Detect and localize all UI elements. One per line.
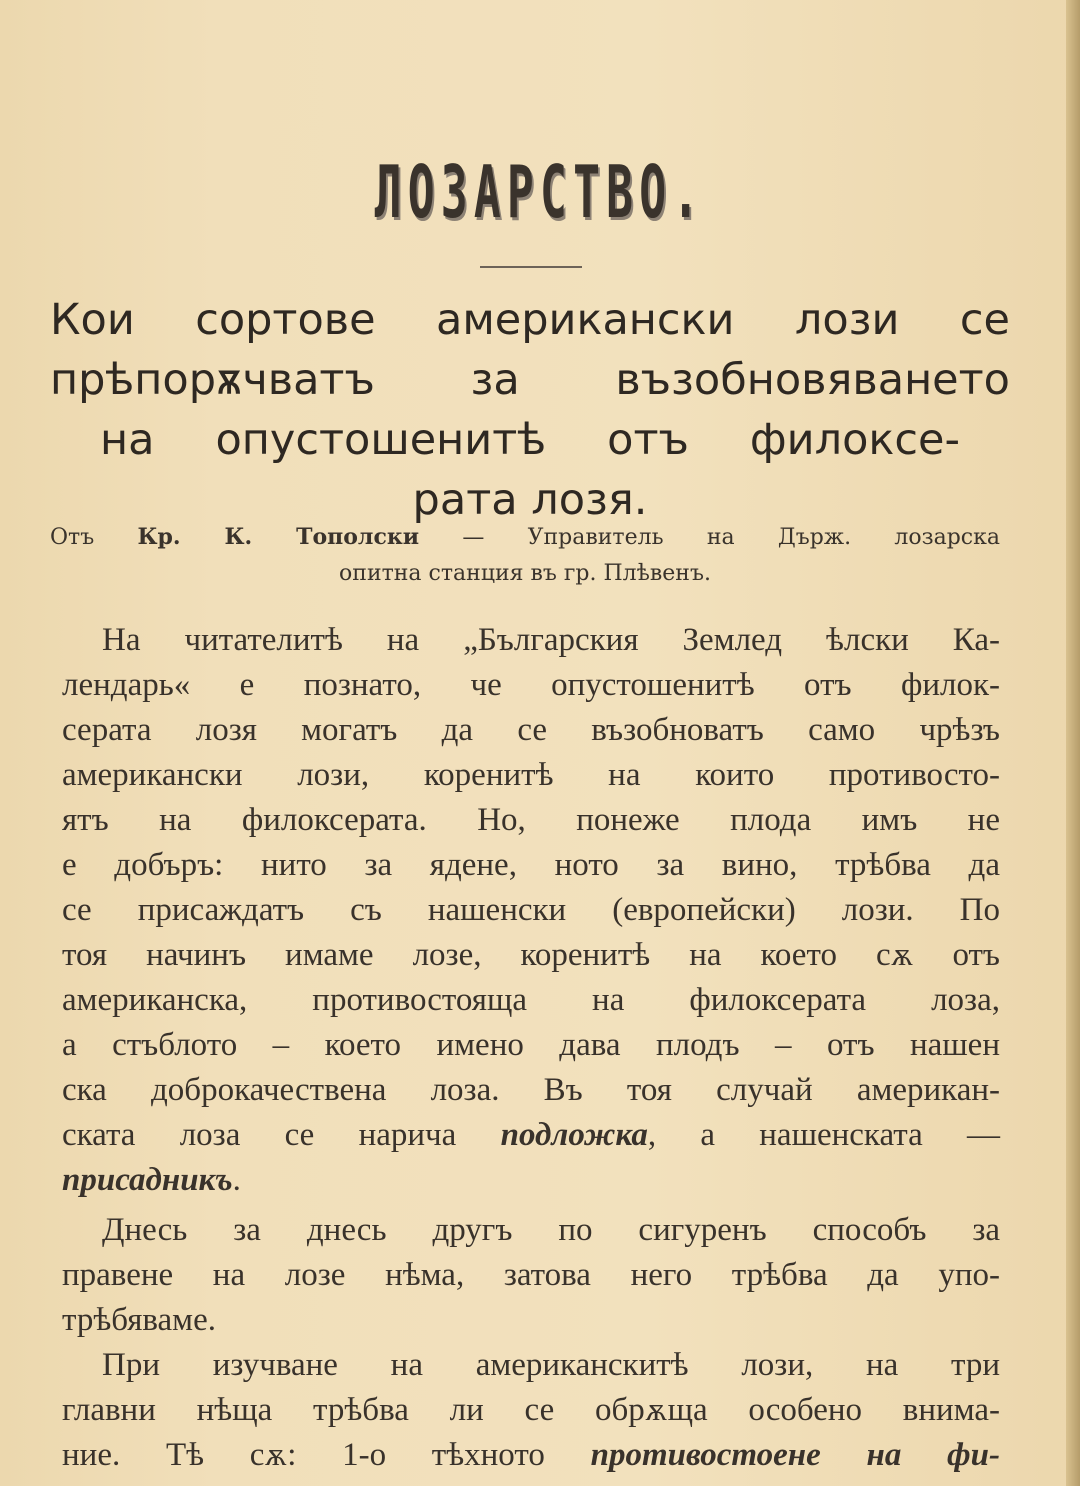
term-podlozhka: подложка <box>500 1117 648 1153</box>
author-position: — Управитель на Държ. лозарска <box>462 525 1000 550</box>
title-divider <box>480 266 582 268</box>
text-line: е добъръ: нито за ядене, ното за вино, трѣбва да <box>62 847 1000 883</box>
text-line <box>62 1158 1000 1203</box>
text-segment: ската лоза се нарича <box>62 1117 457 1153</box>
text-line: При изучване на американскитѣ лози, на три <box>102 1347 1000 1383</box>
text-line: трѣбяваме. <box>62 1302 216 1338</box>
section-title: ЛОЗАРСТВО. <box>374 150 706 234</box>
heading-line: рата лозя. <box>412 475 648 525</box>
author-byline <box>50 519 1000 592</box>
byline-line <box>50 519 1000 556</box>
text-line <box>62 1433 1000 1478</box>
text-segment: . <box>232 1162 241 1198</box>
text-line: Днесь за днесь другъ по сигуренъ способъ за <box>102 1212 1000 1248</box>
text-line: американски лози, коренитѣ на които противосто- <box>62 757 1000 793</box>
author-name: Кр. К. Тополски <box>137 524 420 550</box>
text-line: американска, противостояща на филоксерата лоза, <box>62 982 1000 1018</box>
article-heading <box>50 290 1010 530</box>
text-segment: , а нашенската — <box>647 1117 1000 1153</box>
paragraph <box>62 1343 1000 1478</box>
text-line: а стъблото – което имено дава плодъ – отъ нашен <box>62 1027 1000 1063</box>
paragraph <box>62 618 1000 1203</box>
heading-line: Кои сортове американски лози се <box>50 295 1010 345</box>
text-segment: ние. Тѣ сѫ: 1-о тѣхното <box>62 1437 545 1473</box>
text-line: правене на лозе нѣма, затова него трѣбва да упо- <box>62 1257 1000 1293</box>
text-line: лендарь« е познато, че опустошенитѣ отъ филок- <box>62 667 1000 703</box>
term-protivostoene: противостоене на фи- <box>590 1437 1001 1473</box>
text-line: ятъ на филоксерата. Но, понеже плода имъ не <box>62 802 1000 838</box>
text-line: се присаждатъ съ нашенски (европейски) лози. По <box>62 892 1000 928</box>
text-line: серата лозя могатъ да се възобноватъ само чрѣзъ <box>62 712 1000 748</box>
paragraph <box>62 1208 1000 1343</box>
text-line: На читателитѣ на „Българския Землед ѣлски Ка- <box>102 622 1000 658</box>
text-line: ска доброкачествена лоза. Въ тоя случай американ- <box>62 1072 1000 1108</box>
byline-prefix: Отъ <box>50 525 95 550</box>
text-line: главни нѣща трѣбва ли се обрѫща особено внима- <box>62 1392 1000 1428</box>
byline-line: опитна станция въ гр. Плѣвенъ. <box>339 561 711 586</box>
heading-line: прѣпорѫчватъ за възобновяването <box>50 355 1010 405</box>
text-line <box>62 1113 1000 1158</box>
heading-line: на опустошенитѣ отъ филоксе- <box>100 415 960 465</box>
term-prisadnik: присадникъ <box>62 1162 233 1198</box>
page-edge-shadow <box>1066 0 1080 1486</box>
text-line: тоя начинъ имаме лозе, коренитѣ на което сѫ отъ <box>62 937 1000 973</box>
